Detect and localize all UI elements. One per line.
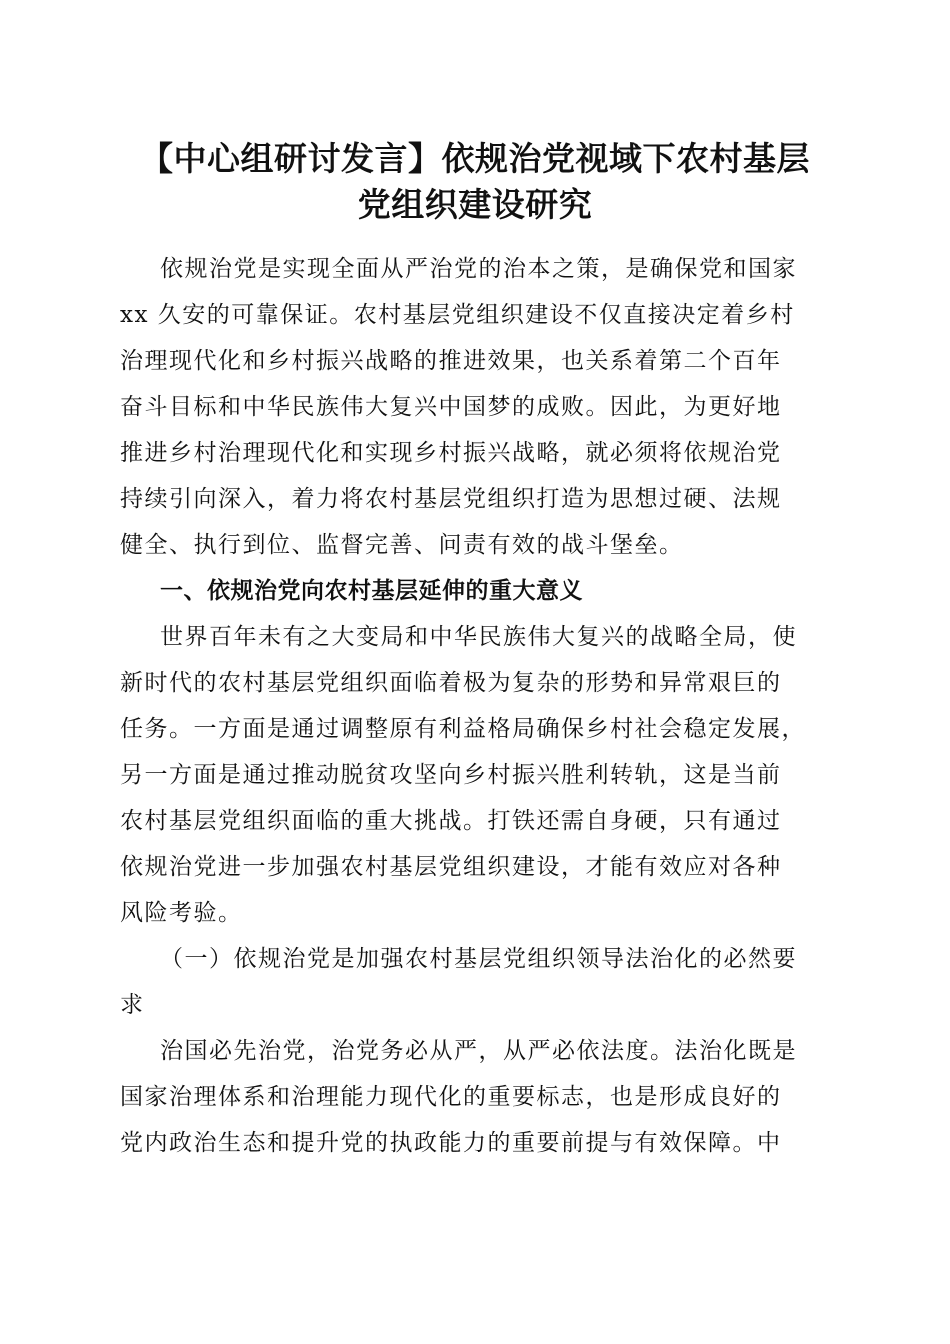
paragraph-line: 推进乡村治理现代化和实现乡村振兴战略，就必须将依规治党 (120, 440, 782, 466)
subsection-heading-line: 求 (120, 992, 145, 1018)
subsection-1 (120, 936, 830, 1166)
paragraph-line: 另一方面是通过推动脱贫攻坚向乡村振兴胜利转轨，这是当前 (120, 762, 782, 788)
document-title (80, 136, 870, 228)
title-line: 党组织建设研究 (357, 185, 593, 224)
paragraph-line: 奋斗目标和中华民族伟大复兴中国梦的成败。因此，为更好地 (120, 394, 782, 420)
paragraph-line: 持续引向深入，着力将农村基层党组织打造为思想过硬、法规 (120, 486, 782, 512)
paragraph-line: 国家治理体系和治理能力现代化的重要标志，也是形成良好的 (120, 1084, 782, 1110)
paragraph-line: 治理现代化和乡村振兴战略的推进效果，也关系着第二个百年 (120, 348, 782, 374)
paragraph-line: 农村基层党组织面临的重大挑战。打铁还需自身硬，只有通过 (120, 808, 782, 834)
subsection-heading-line: （一）依规治党是加强农村基层党组织领导法治化的必然要 (160, 946, 797, 972)
section-1 (120, 568, 830, 936)
paragraph-line: 任务。一方面是通过调整原有利益格局确保乡村社会稳定发展， (120, 716, 806, 742)
paragraph-line: 新时代的农村基层党组织面临着极为复杂的形势和异常艰巨的 (120, 670, 782, 696)
title-line: 【中心组研讨发言】依规治党视域下农村基层 (140, 139, 810, 178)
paragraph-line: 世界百年未有之大变局和中华民族伟大复兴的战略全局，使 (160, 624, 797, 650)
paragraph-line: 健全、执行到位、监督完善、问责有效的战斗堡垒。 (120, 532, 684, 558)
paragraph-line: 治国必先治党，治党务必从严，从严必依法度。法治化既是 (160, 1038, 797, 1064)
paragraph-line: 依规治党是实现全面从严治党的治本之策，是确保党和国家 (160, 256, 797, 282)
section-heading: 一、依规治党向农村基层延伸的重大意义 (160, 578, 583, 604)
intro-paragraph (120, 246, 830, 568)
paragraph-line: 依规治党进一步加强农村基层党组织建设，才能有效应对各种 (120, 854, 782, 880)
paragraph-line: xx 久安的可靠保证。农村基层党组织建设不仅直接决定着乡村 (120, 302, 795, 328)
paragraph-line: 党内政治生态和提升党的执政能力的重要前提与有效保障。中 (120, 1130, 782, 1156)
paragraph-line: 风险考验。 (120, 900, 243, 926)
